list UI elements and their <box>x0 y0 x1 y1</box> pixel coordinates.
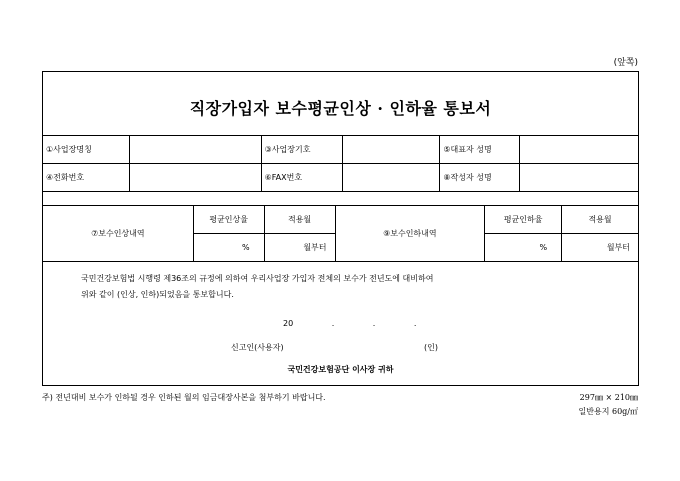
business-info-table <box>42 135 639 192</box>
table-row <box>43 164 639 192</box>
writer-name-label: ⑧작성자 성명 <box>440 164 520 192</box>
notice-body <box>81 271 433 303</box>
fax-field[interactable] <box>342 164 440 192</box>
decrease-month-field[interactable]: 월부터 <box>562 234 639 262</box>
business-name-field[interactable] <box>129 136 261 164</box>
wage-increase-label: ⑦보수인상내역 <box>43 206 194 262</box>
notice-line-1: 국민건강보험법 시행령 제36조의 규정에 의하여 우리사업장 가입자 전체의 보수가 전년도에 대비하여 <box>81 274 434 283</box>
representative-name-label: ⑤대표자 성명 <box>440 136 520 164</box>
decrease-apply-month-header: 적용월 <box>562 206 639 234</box>
paper-type: 일반용지 60g/㎡ <box>578 407 638 416</box>
signer-label: 신고인(사용자) <box>231 343 284 352</box>
phone-label: ④전화번호 <box>43 164 130 192</box>
fax-label: ⑥FAX번호 <box>261 164 342 192</box>
business-code-label: ③사업장기호 <box>261 136 342 164</box>
notice-date[interactable]: 20 . . . <box>283 319 417 328</box>
page-side-label: (앞쪽) <box>613 58 638 68</box>
increase-month-field[interactable]: 월부터 <box>264 234 335 262</box>
addressee: 국민건강보험공단 이사장 귀하 <box>287 365 394 374</box>
paper-size: 297㎜ × 210㎜ <box>579 393 638 402</box>
notice-line-2: 위와 같이 (인상, 인하)되었음을 통보합니다. <box>81 290 234 299</box>
seal-mark: (인) <box>424 343 438 352</box>
representative-name-field[interactable] <box>520 136 639 164</box>
table-row <box>43 136 639 164</box>
footnote: 주) 전년대비 보수가 인하될 경우 인하된 월의 임금대장사본을 첨부하기 바랍니다. <box>42 393 326 402</box>
wage-decrease-label: ⑨보수인하내역 <box>335 206 485 262</box>
avg-decrease-rate-header: 평균인하율 <box>485 206 562 234</box>
increase-rate-field[interactable]: % <box>193 234 264 262</box>
business-name-label: ①사업장명칭 <box>43 136 130 164</box>
notice-form <box>42 71 639 386</box>
table-row <box>43 206 639 234</box>
avg-increase-rate-header: 평균인상율 <box>193 206 264 234</box>
increase-apply-month-header: 적용월 <box>264 206 335 234</box>
writer-name-field[interactable] <box>520 164 639 192</box>
section-gap <box>43 189 638 205</box>
wage-change-table <box>42 205 639 262</box>
decrease-rate-field[interactable]: % <box>485 234 562 262</box>
business-code-field[interactable] <box>342 136 440 164</box>
form-title: 직장가입자 보수평균인상 · 인하율 통보서 <box>189 99 492 118</box>
phone-field[interactable] <box>129 164 261 192</box>
